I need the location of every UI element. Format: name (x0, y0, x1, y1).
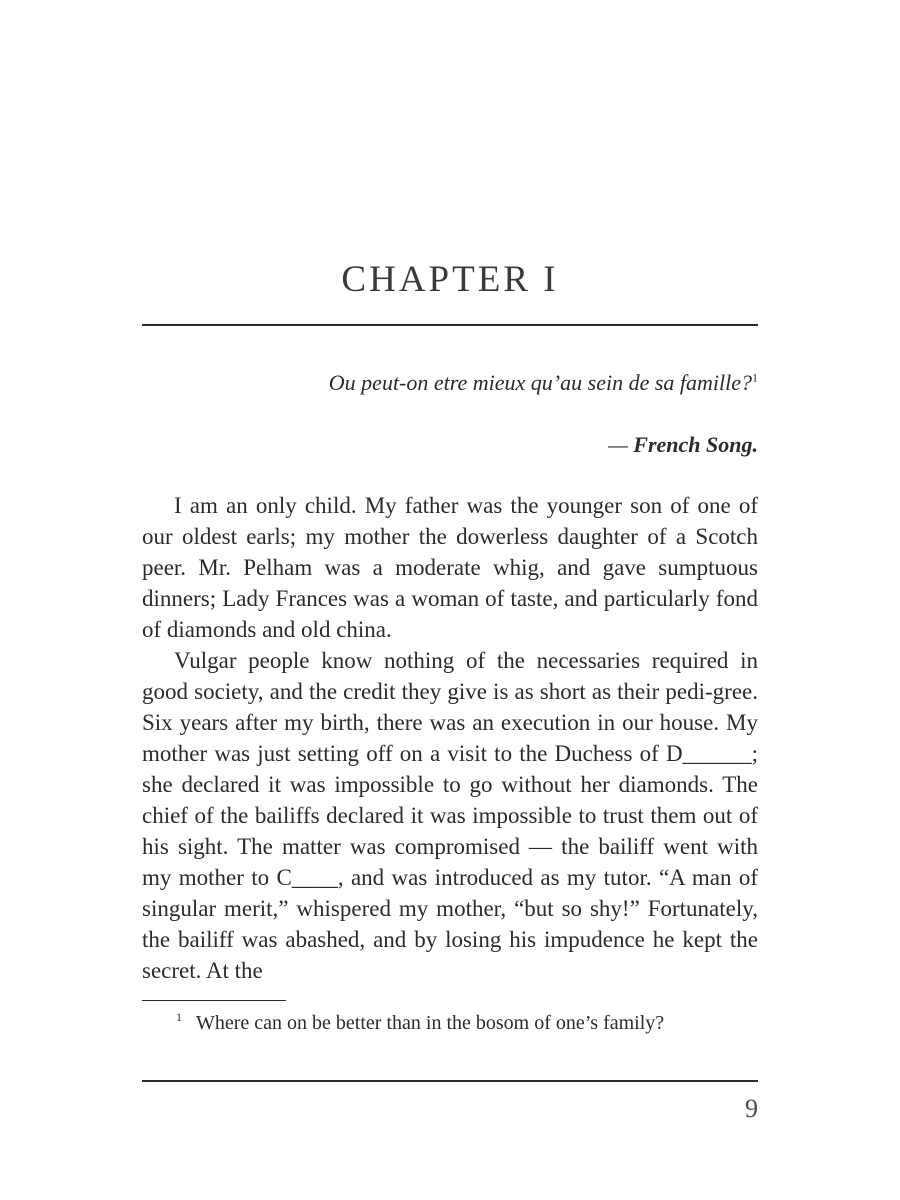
footer-rule (142, 1080, 758, 1082)
footnote-separator (142, 1000, 286, 1001)
page-number: 9 (745, 1094, 758, 1123)
chapter-title-rule (142, 324, 758, 326)
epigraph (329, 368, 758, 398)
epigraph-attribution (608, 430, 758, 460)
footnote-mark: 1 (176, 1010, 182, 1025)
footnote (176, 1010, 664, 1036)
epigraph-text: Ou peut-on etre mieux qu’au sein de sa famille? (328, 370, 752, 395)
epigraph-footnote-ref: 1 (752, 370, 758, 385)
paragraph-2: Vulgar people know nothing of the necessaries required in good society, and the credit they give is as short as their pedi-gree. Six years after my birth, there was an execution in our house. My mother was just setting off on a visit to the Duchess of D______; she declared it was impossible to go without her diamonds. The chief of the bailiffs declared it was impossible to trust them out of his sight. The matter was compromised — the bailiff went with my mother to C____, and was introduced as my tutor. “A man of singular merit,” whispered my mother, “but so shy!” Fortunately, the bailiff was abashed, and by losing his impudence he kept the secret. At the (142, 648, 758, 983)
chapter-title: CHAPTER I (341, 259, 559, 300)
footnote-text: Where can on be better than in the bosom of one’s family? (196, 1012, 665, 1034)
body-text (142, 490, 758, 986)
attribution-dash: — (608, 432, 634, 457)
paragraph-1: I am an only child. My father was the younger son of one of our oldest earls; my mother the dowerless daughter of a Scotch peer. Mr. Pelham was a moderate whig, and gave sumptuous dinners; Lady Frances was a woman of taste, and particularly fond of diamonds and old china. (142, 493, 758, 642)
attribution-source: French Song. (633, 432, 758, 457)
